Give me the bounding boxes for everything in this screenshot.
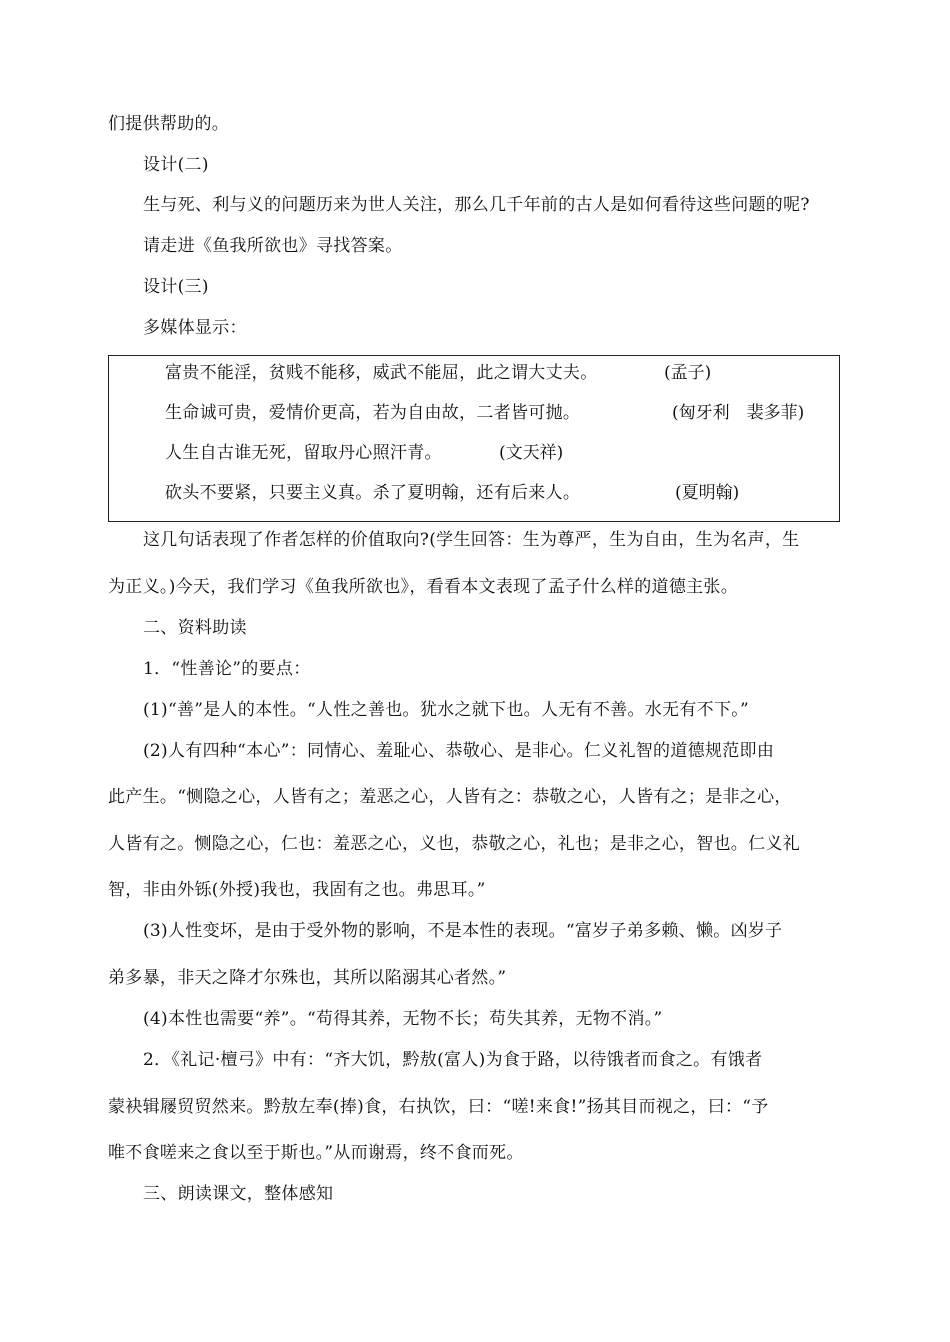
section-heading-reading-aid: 二、资料助读 [143,618,247,638]
section-heading-reading: 三、朗读课文，整体感知 [143,1184,334,1204]
quote-source: (匈牙利 裴多菲) [672,403,805,423]
text-line: (2)人有四种“本心”：同情心、羞耻心、恭敬心、是非心。仁义礼智的道德规范即由 [143,741,775,761]
text-line: 2．《礼记·檀弓》中有：“齐大饥，黔敖(富人)为食于路，以待饿者而食之。有饿者 [143,1050,763,1070]
text-line: 人皆有之。恻隐之心，仁也：羞恶之心，义也，恭敬之心，礼也；是非之心，智也。仁义礼 [108,834,800,854]
section-heading-design-2: 设计(二) [143,155,209,175]
text-line: (1)“善”是人的本性。“人性之善也。犹水之就下也。人无有不善。水无有不下。” [143,700,750,720]
text-line: (4)本性也需要“养”。“苟得其养，无物不长；苟失其养，无物不消。” [143,1009,663,1029]
text-line: 请走进《鱼我所欲也》寻找答案。 [143,236,403,256]
quote-text: 砍头不要紧，只要主义真。杀了夏明翰，还有后来人。 [165,483,581,503]
section-heading-design-3: 设计(三) [143,277,209,297]
text-line: 生与死、利与义的问题历来为世人关注，那么几千年前的古人是如何看待这些问题的呢? [143,195,810,215]
text-line: 唯不食嗟来之食以至于斯也。”从而谢焉，终不食而死。 [108,1143,524,1163]
text-line: 此产生。“恻隐之心，人皆有之；羞恶之心，人皆有之：恭敬之心，人皆有之；是非之心， [108,787,792,807]
text-line: 1．“性善论”的要点： [143,659,311,679]
text-line: 智，非由外铄(外授)我也，我固有之也。弗思耳。” [108,880,486,900]
quote-source: (文天祥) [499,443,564,463]
text-line: 蒙袂辑屦贸贸然来。黔敖左奉(捧)食，右执饮，曰：“嗟!来食!”扬其目而视之，曰：“予 [108,1097,769,1117]
multimedia-quote-box [108,355,840,522]
quote-text: 人生自古谁无死，留取丹心照汗青。 [165,443,442,463]
quote-text: 富贵不能淫，贫贱不能移，威武不能屈，此之谓大丈夫。 [165,363,598,383]
text-line: 弟多暴，非天之降才尔殊也，其所以陷溺其心者然。” [108,968,507,988]
text-line: (3)人性变坏，是由于受外物的影响，不是本性的表现。“富岁子弟多赖、懒。凶岁子 [143,921,783,941]
text-line: 为正义。)今天，我们学习《鱼我所欲也》，看看本文表现了孟子什么样的道德主张。 [108,577,739,597]
text-line: 们提供帮助的。 [108,114,230,134]
text-line: 这几句话表现了作者怎样的价值取向?(学生回答：生为尊严，生为自由，生为名声，生 [143,530,800,550]
quote-source: (夏明翰) [675,483,740,503]
quote-text: 生命诚可贵，爱情价更高，若为自由故，二者皆可抛。 [165,403,581,423]
quote-source: (孟子) [664,363,712,383]
text-line: 多媒体显示： [143,318,247,338]
